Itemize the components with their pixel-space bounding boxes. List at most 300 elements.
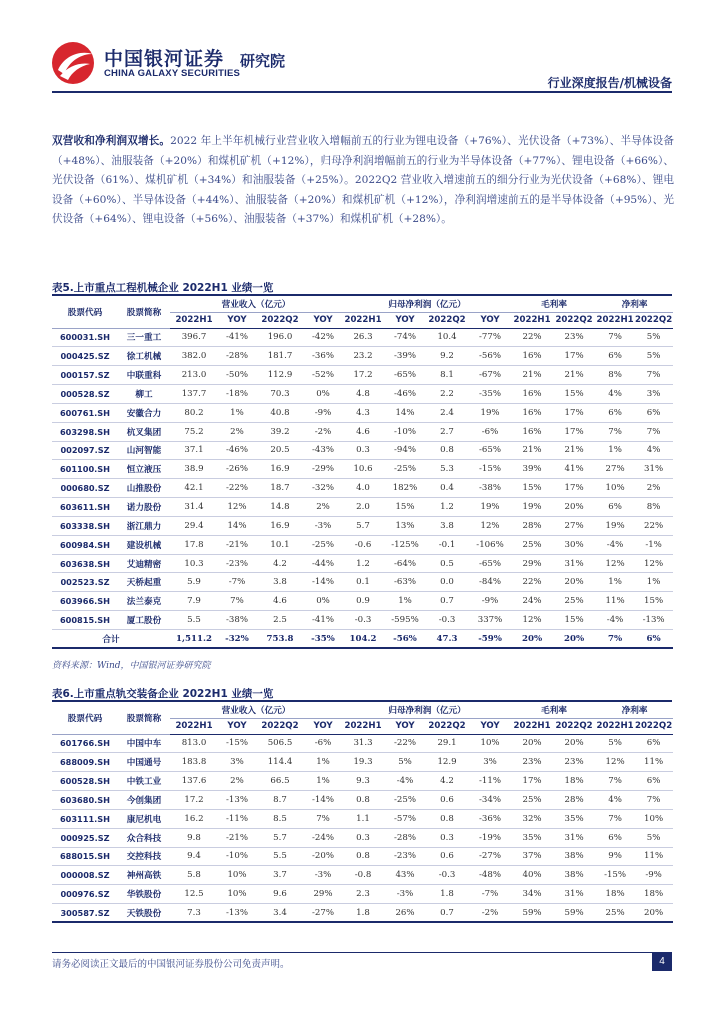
value-cell: 0.8 <box>342 847 384 866</box>
stock-name-cell: 天桥起重 <box>118 573 170 592</box>
stock-name-cell: 诺力股份 <box>118 498 170 517</box>
value-cell: 112.9 <box>256 366 304 385</box>
stock-name-cell: 交控科技 <box>118 847 170 866</box>
value-cell: -11% <box>468 772 512 791</box>
value-cell: -2% <box>468 904 512 923</box>
table-row <box>52 554 673 573</box>
value-cell: -595% <box>384 611 426 630</box>
stock-name-cell: 今创集团 <box>118 791 170 810</box>
value-cell: -25% <box>304 535 342 554</box>
stock-name-cell: 众合科技 <box>118 828 170 847</box>
value-cell: -0.3 <box>342 611 384 630</box>
table-row <box>52 498 673 517</box>
value-cell: -36% <box>304 347 342 366</box>
value-cell: 7% <box>634 366 673 385</box>
value-cell: -38% <box>468 479 512 498</box>
value-cell: 17% <box>552 347 596 366</box>
stock-name-cell: 杭叉集团 <box>118 422 170 441</box>
value-cell: 3.7 <box>256 866 304 885</box>
value-cell: 1.2 <box>426 498 468 517</box>
value-cell: 4.6 <box>342 422 384 441</box>
subheader-cell: 2022H1 <box>596 718 634 734</box>
table-row <box>52 753 673 772</box>
stock-code-cell: 000680.SZ <box>52 479 118 498</box>
value-cell: 19% <box>596 516 634 535</box>
value-cell: 18% <box>596 885 634 904</box>
stock-code-cell: 002097.SZ <box>52 441 118 460</box>
value-cell: -32% <box>304 479 342 498</box>
value-cell: 137.7 <box>170 385 218 404</box>
table2-body <box>52 734 673 922</box>
value-cell: 5.5 <box>256 847 304 866</box>
value-cell: -29% <box>304 460 342 479</box>
table-row <box>52 828 673 847</box>
value-cell: 19% <box>468 498 512 517</box>
value-cell: 11% <box>634 753 673 772</box>
stock-code-cell: 603638.SH <box>52 554 118 573</box>
table1-title: 表5.上市重点工程机械企业 2022H1 业绩一览 <box>52 282 274 294</box>
value-cell: 0.3 <box>342 441 384 460</box>
value-cell: 0.3 <box>426 828 468 847</box>
table-row <box>52 791 673 810</box>
value-cell: 38% <box>552 847 596 866</box>
group-net-profit-header: 归母净利润（亿元） <box>342 702 512 718</box>
subheader-cell: 2022H1 <box>342 718 384 734</box>
subheader-cell: 2022H1 <box>170 718 218 734</box>
table-row <box>52 866 673 885</box>
group-net-margin-header: 净利率 <box>596 702 673 718</box>
value-cell: 31.4 <box>170 498 218 517</box>
value-cell: 10% <box>596 479 634 498</box>
value-cell: 20% <box>552 734 596 753</box>
value-cell: 6% <box>596 828 634 847</box>
value-cell: -106% <box>468 535 512 554</box>
value-cell: -36% <box>468 809 512 828</box>
value-cell: 4% <box>596 385 634 404</box>
value-cell: 3% <box>468 753 512 772</box>
value-cell: 43% <box>384 866 426 885</box>
value-cell: 10% <box>218 866 256 885</box>
value-cell: 23.2 <box>342 347 384 366</box>
value-cell: -44% <box>304 554 342 573</box>
value-cell: 7% <box>218 592 256 611</box>
value-cell: -14% <box>304 791 342 810</box>
value-cell: -2% <box>304 422 342 441</box>
subheader-cell: YOY <box>384 718 426 734</box>
intro-body: 2022 年上半年机械行业营业收入增幅前五的行业为锂电设备（+76%）、光伏设备（+73%）、半导体设备（+48%）、油服装备（+20%）和煤机矿机（+12%），归母净利润增幅前五的行业为半导体设备（+77%）、锂电设备（+66%）、光伏设备（61%）、煤机矿机（+34%）和油服装备（+25%）。2022Q2 营业收入增速前五的细分行业为光伏设备（+68%）、锂电设备（+60%）、半导体设备（+44%）、油服装备（+20%）和煤机矿机（+12%），净利润增速前五的是半导体设备（+95%）、光伏设备（+64%）、锂电设备（+56%）、油服装备（+37%）和煤机矿机（+28%）。 <box>52 135 674 226</box>
stock-code-cell: 600815.SH <box>52 611 118 630</box>
group-revenue-header: 营业收入（亿元） <box>170 702 342 718</box>
value-cell: 13% <box>384 516 426 535</box>
table-row <box>52 516 673 535</box>
value-cell: 9% <box>596 847 634 866</box>
value-cell: 26% <box>384 904 426 923</box>
value-cell: 4.3 <box>342 403 384 422</box>
table-row <box>52 366 673 385</box>
value-cell: -22% <box>218 479 256 498</box>
value-cell: -7% <box>218 573 256 592</box>
value-cell: 7% <box>634 422 673 441</box>
value-cell: 0.8 <box>426 441 468 460</box>
value-cell: 1.2 <box>342 554 384 573</box>
value-cell: 3% <box>634 385 673 404</box>
value-cell: 37% <box>512 847 552 866</box>
value-cell: 0.7 <box>426 904 468 923</box>
value-cell: -46% <box>218 441 256 460</box>
table-row <box>52 573 673 592</box>
table-row <box>52 904 673 923</box>
stock-name-cell: 三一重工 <box>118 328 170 347</box>
value-cell: 213.0 <box>170 366 218 385</box>
value-cell: -9% <box>634 866 673 885</box>
value-cell: -39% <box>384 347 426 366</box>
value-cell: -27% <box>304 904 342 923</box>
value-cell: 8% <box>596 366 634 385</box>
value-cell: 21% <box>552 441 596 460</box>
value-cell: -24% <box>304 828 342 847</box>
value-cell: 8.5 <box>256 809 304 828</box>
value-cell: 17% <box>512 772 552 791</box>
value-cell: -74% <box>384 328 426 347</box>
stock-name-cell: 山推股份 <box>118 479 170 498</box>
value-cell: 3.8 <box>256 573 304 592</box>
value-cell: 31% <box>552 828 596 847</box>
value-cell: 1% <box>304 772 342 791</box>
stock-code-cell: 603966.SH <box>52 592 118 611</box>
value-cell: 17% <box>552 479 596 498</box>
value-cell: 5.5 <box>170 611 218 630</box>
value-cell: -46% <box>384 385 426 404</box>
table-row <box>52 347 673 366</box>
value-cell: 1% <box>218 403 256 422</box>
value-cell: 10.1 <box>256 535 304 554</box>
value-cell: 5.9 <box>170 573 218 592</box>
value-cell: -56% <box>468 347 512 366</box>
stock-code-cell: 600984.SH <box>52 535 118 554</box>
stock-name-cell: 建设机械 <box>118 535 170 554</box>
value-cell: 19.3 <box>342 753 384 772</box>
value-cell: -14% <box>304 573 342 592</box>
value-cell: -9% <box>468 592 512 611</box>
value-cell: 28% <box>512 516 552 535</box>
value-cell: 2.2 <box>426 385 468 404</box>
value-cell: -65% <box>384 366 426 385</box>
value-cell: 20% <box>634 904 673 923</box>
value-cell: 9.2 <box>426 347 468 366</box>
value-cell: -15% <box>596 866 634 885</box>
value-cell: 16.9 <box>256 516 304 535</box>
stock-code-cell: 688015.SH <box>52 847 118 866</box>
subheader-cell: 2022Q2 <box>426 718 468 734</box>
stock-code-cell: 600761.SH <box>52 403 118 422</box>
value-cell: 12% <box>596 554 634 573</box>
value-cell: 5% <box>384 753 426 772</box>
value-cell: 0.5 <box>426 554 468 573</box>
subheader-cell: 2022H1 <box>170 312 218 328</box>
value-cell: 39.2 <box>256 422 304 441</box>
value-cell: 7% <box>596 328 634 347</box>
stock-code-cell: 603338.SH <box>52 516 118 535</box>
value-cell: 114.4 <box>256 753 304 772</box>
value-cell: -0.1 <box>426 535 468 554</box>
value-cell: 23% <box>552 753 596 772</box>
value-cell: 42.1 <box>170 479 218 498</box>
value-cell: -22% <box>384 734 426 753</box>
stock-code-cell: 000157.SZ <box>52 366 118 385</box>
value-cell: 16.2 <box>170 809 218 828</box>
stock-name-cell: 康尼机电 <box>118 809 170 828</box>
value-cell: 0.3 <box>342 828 384 847</box>
subheader-cell: YOY <box>384 312 426 328</box>
page-number: 4 <box>652 953 672 971</box>
value-cell: 0.4 <box>426 479 468 498</box>
value-cell: 21% <box>512 441 552 460</box>
value-cell: 2.3 <box>342 885 384 904</box>
value-cell: 5% <box>634 828 673 847</box>
value-cell: 9.8 <box>170 828 218 847</box>
value-cell: 0.6 <box>426 791 468 810</box>
col-code-header: 股票代码 <box>52 702 118 734</box>
stock-name-cell: 中国中车 <box>118 734 170 753</box>
total-value-cell: -35% <box>304 630 342 649</box>
value-cell: 2.7 <box>426 422 468 441</box>
value-cell: 17.2 <box>170 791 218 810</box>
value-cell: 14.8 <box>256 498 304 517</box>
table-row <box>52 809 673 828</box>
value-cell: -9% <box>304 403 342 422</box>
value-cell: -4% <box>596 535 634 554</box>
value-cell: 1.1 <box>342 809 384 828</box>
value-cell: 75.2 <box>170 422 218 441</box>
subheader-cell: 2022Q2 <box>552 718 596 734</box>
value-cell: 3.4 <box>256 904 304 923</box>
value-cell: 25% <box>512 791 552 810</box>
subheader-cell: 2022Q2 <box>256 312 304 328</box>
group-gross-margin-header: 毛利率 <box>512 702 596 718</box>
stock-name-cell: 天铁股份 <box>118 904 170 923</box>
value-cell: 16% <box>512 385 552 404</box>
value-cell: 31% <box>552 885 596 904</box>
value-cell: 38% <box>552 866 596 885</box>
value-cell: 196.0 <box>256 328 304 347</box>
value-cell: 17% <box>552 422 596 441</box>
group-gross-margin-header: 毛利率 <box>512 296 596 312</box>
value-cell: 35% <box>512 828 552 847</box>
value-cell: 35% <box>552 809 596 828</box>
stock-name-cell: 华铁股份 <box>118 885 170 904</box>
value-cell: -15% <box>218 734 256 753</box>
value-cell: 16.9 <box>256 460 304 479</box>
value-cell: 18.7 <box>256 479 304 498</box>
value-cell: -4% <box>384 772 426 791</box>
value-cell: 25% <box>552 592 596 611</box>
value-cell: 18% <box>552 772 596 791</box>
value-cell: 41% <box>552 460 596 479</box>
value-cell: -7% <box>468 885 512 904</box>
value-cell: 183.8 <box>170 753 218 772</box>
value-cell: 10% <box>468 734 512 753</box>
stock-name-cell: 山河智能 <box>118 441 170 460</box>
value-cell: 20% <box>512 734 552 753</box>
stock-name-cell: 浙江鼎力 <box>118 516 170 535</box>
value-cell: 20.5 <box>256 441 304 460</box>
value-cell: 5.7 <box>256 828 304 847</box>
table-row <box>52 403 673 422</box>
value-cell: -125% <box>384 535 426 554</box>
value-cell: -3% <box>384 885 426 904</box>
value-cell: -94% <box>384 441 426 460</box>
value-cell: 10% <box>218 885 256 904</box>
value-cell: -23% <box>384 847 426 866</box>
value-cell: -41% <box>218 328 256 347</box>
table-row <box>52 847 673 866</box>
value-cell: 6% <box>596 403 634 422</box>
value-cell: 4.2 <box>256 554 304 573</box>
value-cell: 34% <box>512 885 552 904</box>
stock-code-cell: 000528.SZ <box>52 385 118 404</box>
report-type: 行业深度报告/机械设备 <box>547 76 672 90</box>
value-cell: 1% <box>596 441 634 460</box>
subheader-cell: 2022H1 <box>512 718 552 734</box>
stock-code-cell: 000008.SZ <box>52 866 118 885</box>
value-cell: 5% <box>634 328 673 347</box>
subheader-cell: 2022Q2 <box>552 312 596 328</box>
intro-paragraph <box>52 132 674 230</box>
total-value-cell: -56% <box>384 630 426 649</box>
value-cell: 29.1 <box>426 734 468 753</box>
total-value-cell: 20% <box>512 630 552 649</box>
value-cell: -15% <box>468 460 512 479</box>
col-code-header: 股票代码 <box>52 296 118 328</box>
table-row <box>52 611 673 630</box>
subheader-cell: 2022Q2 <box>634 312 673 328</box>
table2-title: 表6.上市重点轨交装备企业 2022H1 业绩一览 <box>52 688 274 700</box>
value-cell: 9.3 <box>342 772 384 791</box>
value-cell: 0.6 <box>426 847 468 866</box>
subheader-cell: YOY <box>218 718 256 734</box>
table-row <box>52 885 673 904</box>
value-cell: -0.6 <box>342 535 384 554</box>
stock-code-cell: 002523.SZ <box>52 573 118 592</box>
table1-body <box>52 328 673 648</box>
value-cell: 337% <box>468 611 512 630</box>
value-cell: 8.1 <box>426 366 468 385</box>
group-revenue-header: 营业收入（亿元） <box>170 296 342 312</box>
value-cell: 12.9 <box>426 753 468 772</box>
stock-name-cell: 恒立液压 <box>118 460 170 479</box>
value-cell: 5% <box>596 734 634 753</box>
value-cell: 39% <box>512 460 552 479</box>
value-cell: 21% <box>552 366 596 385</box>
stock-name-cell: 艾迪精密 <box>118 554 170 573</box>
value-cell: 2.0 <box>342 498 384 517</box>
value-cell: 40.8 <box>256 403 304 422</box>
value-cell: 20% <box>552 573 596 592</box>
stock-code-cell: 601100.SH <box>52 460 118 479</box>
value-cell: 1% <box>596 573 634 592</box>
subheader-cell: 2022Q2 <box>426 312 468 328</box>
value-cell: 22% <box>634 516 673 535</box>
value-cell: 4.8 <box>342 385 384 404</box>
value-cell: 12.5 <box>170 885 218 904</box>
value-cell: 6% <box>596 498 634 517</box>
value-cell: -67% <box>468 366 512 385</box>
value-cell: 0.0 <box>426 573 468 592</box>
value-cell: 29% <box>304 885 342 904</box>
value-cell: 22% <box>512 573 552 592</box>
value-cell: 22% <box>512 328 552 347</box>
stock-code-cell: 601766.SH <box>52 734 118 753</box>
value-cell: 30% <box>552 535 596 554</box>
total-value-cell: 1,511.2 <box>170 630 218 649</box>
value-cell: -3% <box>304 516 342 535</box>
value-cell: 2% <box>634 479 673 498</box>
value-cell: -65% <box>468 554 512 573</box>
value-cell: 8.7 <box>256 791 304 810</box>
value-cell: 19% <box>512 498 552 517</box>
value-cell: -13% <box>634 611 673 630</box>
value-cell: 181.7 <box>256 347 304 366</box>
table1-source: 资料来源：Wind，中国银河证券研究院 <box>52 661 211 671</box>
value-cell: 6% <box>596 347 634 366</box>
value-cell: 70.3 <box>256 385 304 404</box>
galaxy-logo <box>50 40 96 86</box>
value-cell: 4.0 <box>342 479 384 498</box>
value-cell: 7.9 <box>170 592 218 611</box>
value-cell: 20% <box>552 498 596 517</box>
value-cell: 10.3 <box>170 554 218 573</box>
stock-name-cell: 神州高铁 <box>118 866 170 885</box>
value-cell: -48% <box>468 866 512 885</box>
value-cell: 16% <box>512 403 552 422</box>
value-cell: -0.3 <box>426 611 468 630</box>
value-cell: -28% <box>218 347 256 366</box>
value-cell: 4.6 <box>256 592 304 611</box>
value-cell: -13% <box>218 791 256 810</box>
value-cell: 31% <box>634 460 673 479</box>
value-cell: -4% <box>596 611 634 630</box>
subheader-cell: 2022H1 <box>342 312 384 328</box>
stock-code-cell: 603111.SH <box>52 809 118 828</box>
subheader-cell: 2022H1 <box>596 312 634 328</box>
value-cell: -34% <box>468 791 512 810</box>
total-value-cell: 6% <box>634 630 673 649</box>
brand-name-en: CHINA GALAXY SECURITIES <box>104 68 241 79</box>
stock-name-cell: 柳工 <box>118 385 170 404</box>
value-cell: 31% <box>552 554 596 573</box>
value-cell: 4.2 <box>426 772 468 791</box>
value-cell: 2.5 <box>256 611 304 630</box>
value-cell: -3% <box>304 866 342 885</box>
value-cell: 396.7 <box>170 328 218 347</box>
value-cell: 182% <box>384 479 426 498</box>
value-cell: 9.4 <box>170 847 218 866</box>
value-cell: 23% <box>552 328 596 347</box>
value-cell: 813.0 <box>170 734 218 753</box>
value-cell: 382.0 <box>170 347 218 366</box>
value-cell: 59% <box>552 904 596 923</box>
value-cell: 19% <box>468 403 512 422</box>
value-cell: 27% <box>596 460 634 479</box>
table-row <box>52 385 673 404</box>
value-cell: 0% <box>304 592 342 611</box>
value-cell: 7% <box>634 791 673 810</box>
total-value-cell: 753.8 <box>256 630 304 649</box>
value-cell: 0.8 <box>426 809 468 828</box>
value-cell: 2% <box>218 772 256 791</box>
table-row <box>52 592 673 611</box>
stock-name-cell: 徐工机械 <box>118 347 170 366</box>
